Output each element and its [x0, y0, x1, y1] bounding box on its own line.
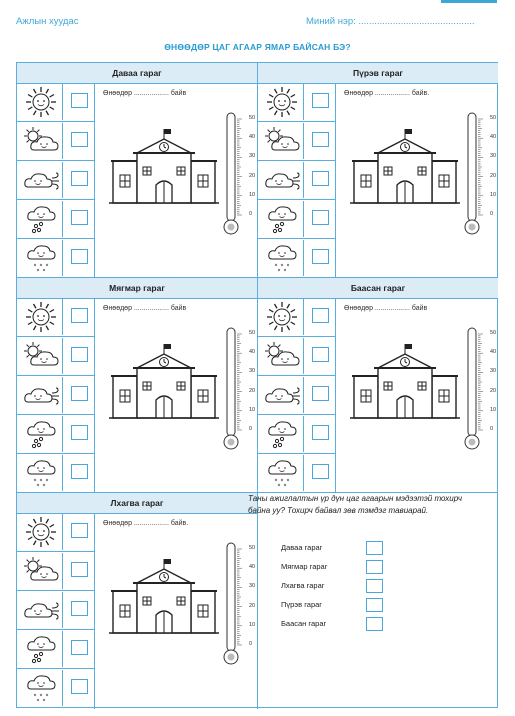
weather-option-row: [17, 376, 94, 415]
school-building-icon: [109, 342, 219, 422]
snow-cloud-icon: [19, 455, 63, 491]
weather-options: [258, 83, 335, 277]
question-day-label: Баасан гараг: [281, 619, 327, 628]
weather-grid: [16, 62, 498, 708]
weather-option-row: [258, 415, 335, 454]
divider: [335, 298, 336, 492]
partly-cloudy-icon: [260, 338, 304, 374]
weather-option-row: [17, 630, 94, 669]
observation-fill-line[interactable]: Өнөөдөр .................. байв: [103, 305, 187, 312]
weather-option-row: [258, 337, 335, 376]
observation-fill-line[interactable]: Өнөөдөр .................. байв.: [344, 90, 430, 97]
weather-option-row: [17, 200, 94, 239]
weather-checkbox[interactable]: [71, 210, 88, 225]
school-building-icon: [350, 127, 460, 207]
day-panel: [258, 278, 498, 493]
thermometer-tick-label: 0: [249, 211, 253, 217]
divider: [94, 513, 95, 709]
school-building-icon: [350, 342, 460, 422]
thermometer-icon: [223, 541, 256, 669]
partly-cloudy-icon: [19, 123, 63, 159]
weather-checkbox[interactable]: [71, 601, 88, 616]
weather-option-row: [258, 200, 335, 239]
thermometer-tick-label: 20: [249, 387, 256, 394]
rain-cloud-icon: [19, 631, 63, 667]
rain-cloud-icon: [19, 201, 63, 237]
rain-cloud-icon: [260, 201, 304, 237]
partly-cloudy-icon: [260, 123, 304, 159]
weather-checkbox[interactable]: [312, 249, 329, 264]
weather-checkbox[interactable]: [312, 464, 329, 479]
thermometer-tick-label: 30: [490, 368, 497, 375]
thermometer-icon: [223, 111, 256, 239]
weather-checkbox[interactable]: [312, 425, 329, 440]
thermometer-tick-label: 40: [249, 349, 256, 356]
day-panel: [258, 63, 498, 278]
weather-checkbox[interactable]: [71, 425, 88, 440]
partly-cloudy-icon: [19, 553, 63, 589]
thermometer-tick-label: 0: [490, 426, 494, 432]
day-title: Пүрэв гараг: [258, 63, 498, 84]
question-day-label: Даваа гараг: [281, 543, 323, 552]
divider: [94, 83, 95, 277]
windy-cloud-icon: [19, 377, 63, 413]
question-checkbox[interactable]: [366, 541, 383, 555]
school-building-icon: [109, 127, 219, 207]
weather-option-row: [258, 122, 335, 161]
school-building-icon: [109, 557, 219, 637]
weather-option-row: [17, 83, 94, 122]
weather-options: [17, 83, 94, 277]
divider: [335, 83, 336, 277]
thermometer-tick-label: 0: [249, 426, 253, 432]
weather-option-row: [258, 239, 335, 278]
windy-cloud-icon: [19, 162, 63, 198]
windy-cloud-icon: [260, 377, 304, 413]
day-panel: [17, 493, 258, 709]
question-day-label: Пүрэв гараг: [281, 600, 323, 609]
page-title: ӨНӨӨДӨР ЦАГ АГААР ЯМАР БАЙСАН БЭ?: [164, 42, 351, 52]
day-title: Даваа гараг: [17, 63, 257, 84]
weather-option-row: [17, 239, 94, 278]
question-checkbox[interactable]: [366, 579, 383, 593]
weather-option-row: [17, 454, 94, 493]
thermometer-tick-label: 40: [490, 134, 497, 141]
question-day-label: Мягмар гараг: [281, 562, 328, 571]
thermometer-tick-label: 40: [249, 134, 256, 141]
thermometer-tick-label: 20: [490, 172, 497, 179]
thermometer-tick-label: 20: [249, 602, 256, 609]
day-title: Мягмар гараг: [17, 278, 257, 299]
thermometer-icon: [464, 111, 497, 239]
thermometer-tick-label: 0: [249, 641, 253, 647]
weather-option-row: [17, 591, 94, 630]
question-day-label: Лхагва гараг: [281, 581, 325, 590]
weather-option-row: [17, 669, 94, 708]
thermometer-tick-label: 50: [249, 330, 256, 336]
day-title: Лхагва гараг: [17, 493, 257, 514]
day-title: Баасан гараг: [258, 278, 498, 299]
question-checkbox[interactable]: [366, 560, 383, 574]
weather-checkbox[interactable]: [71, 347, 88, 362]
thermometer-tick-label: 20: [490, 387, 497, 394]
thermometer-tick-label: 50: [490, 115, 497, 121]
thermometer-tick-label: 10: [490, 406, 497, 413]
thermometer-tick-label: 0: [490, 211, 494, 217]
weather-checkbox[interactable]: [71, 640, 88, 655]
weather-option-row: [258, 454, 335, 493]
question-checkbox[interactable]: [366, 617, 383, 631]
weather-option-row: [258, 83, 335, 122]
question-checkbox[interactable]: [366, 598, 383, 612]
weather-checkbox[interactable]: [71, 308, 88, 323]
thermometer-icon: [464, 326, 497, 454]
weather-option-row: [17, 122, 94, 161]
rain-cloud-icon: [19, 416, 63, 452]
thermometer-tick-label: 30: [249, 153, 256, 160]
weather-checkbox[interactable]: [71, 171, 88, 186]
weather-checkbox[interactable]: [71, 249, 88, 264]
weather-option-row: [17, 161, 94, 200]
weather-option-row: [17, 415, 94, 454]
divider: [94, 298, 95, 492]
day-panel: [17, 63, 258, 278]
thermometer-tick-label: 50: [249, 115, 256, 121]
weather-options: [17, 513, 94, 709]
rain-cloud-icon: [260, 416, 304, 452]
snow-cloud-icon: [260, 240, 304, 276]
weather-checkbox[interactable]: [71, 386, 88, 401]
weather-checkbox[interactable]: [312, 347, 329, 362]
thermometer-tick-label: 10: [249, 406, 256, 413]
sun-icon: [19, 84, 63, 120]
weather-checkbox[interactable]: [312, 93, 329, 108]
header-accent-bar: [441, 0, 497, 3]
weather-option-row: [17, 552, 94, 591]
weather-option-row: [17, 298, 94, 337]
sun-icon: [19, 299, 63, 335]
weather-checkbox[interactable]: [71, 523, 88, 538]
thermometer-tick-label: 30: [249, 368, 256, 375]
weather-checkbox[interactable]: [71, 132, 88, 147]
snow-cloud-icon: [260, 455, 304, 491]
sun-icon: [19, 514, 63, 550]
partly-cloudy-icon: [19, 338, 63, 374]
thermometer-tick-label: 50: [249, 545, 256, 551]
weather-option-row: [258, 161, 335, 200]
observation-fill-line[interactable]: Өнөөдөр .................. байв: [344, 305, 428, 312]
thermometer-tick-label: 40: [490, 349, 497, 356]
question-text: Таны ажиглалтын үр дүн цаг агаарын мэдээтэй тохирч байна уу? Тохирч байвал зөв тэмдэг тавиарай.: [248, 494, 462, 515]
sun-icon: [260, 84, 304, 120]
weather-checkbox[interactable]: [71, 464, 88, 479]
weather-option-row: [258, 298, 335, 337]
snow-cloud-icon: [19, 670, 63, 706]
weather-options: [258, 298, 335, 492]
thermometer-tick-label: 20: [249, 172, 256, 179]
thermometer-tick-label: 30: [249, 583, 256, 590]
windy-cloud-icon: [19, 592, 63, 628]
name-field[interactable]: Миний нэр: ............................................: [306, 16, 475, 27]
observation-fill-line[interactable]: Өнөөдөр .................. байв.: [103, 520, 189, 527]
thermometer-tick-label: 50: [490, 330, 497, 336]
worksheet-label: Ажлын хуудас: [16, 16, 79, 27]
weather-checkbox[interactable]: [312, 386, 329, 401]
snow-cloud-icon: [19, 240, 63, 276]
thermometer-tick-label: 10: [249, 191, 256, 198]
weather-checkbox[interactable]: [312, 308, 329, 323]
weather-option-row: [17, 337, 94, 376]
thermometer-icon: [223, 326, 256, 454]
weather-checkbox[interactable]: [312, 132, 329, 147]
weather-option-row: [17, 513, 94, 552]
sun-icon: [260, 299, 304, 335]
observation-fill-line[interactable]: Өнөөдөр .................. байв: [103, 90, 187, 97]
windy-cloud-icon: [260, 162, 304, 198]
weather-options: [17, 298, 94, 492]
thermometer-tick-label: 40: [249, 564, 256, 571]
weather-checkbox[interactable]: [71, 93, 88, 108]
weather-option-row: [258, 376, 335, 415]
thermometer-tick-label: 30: [490, 153, 497, 160]
day-panel: [17, 278, 258, 493]
weather-checkbox[interactable]: [312, 171, 329, 186]
weather-checkbox[interactable]: [71, 562, 88, 577]
thermometer-tick-label: 10: [249, 621, 256, 628]
weather-checkbox[interactable]: [312, 210, 329, 225]
weather-checkbox[interactable]: [71, 679, 88, 694]
thermometer-tick-label: 10: [490, 191, 497, 198]
